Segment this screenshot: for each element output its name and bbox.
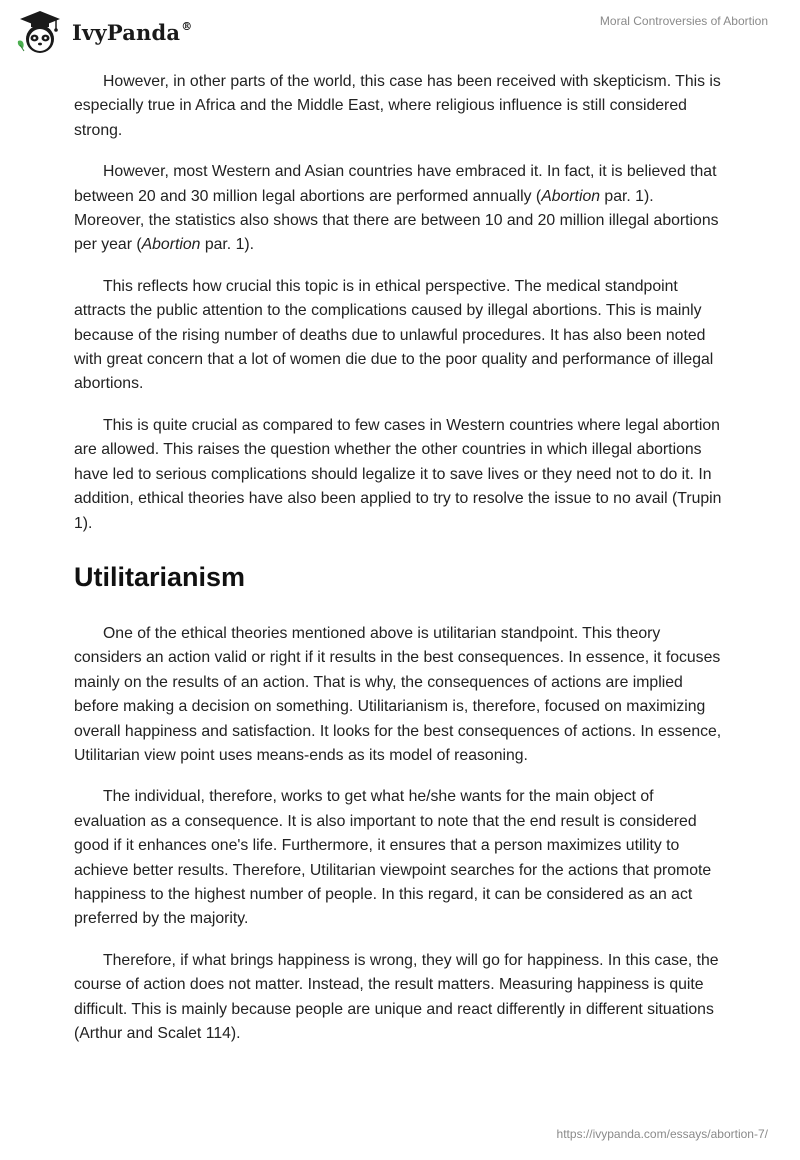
paragraph-text: par. 1). <box>200 236 255 254</box>
page-header <box>0 0 800 60</box>
paragraph-text: par. 1). Moreover, the statistics also shows that there are between 10 and 20 million illegal abortions per year ( <box>74 187 719 254</box>
panda-graduate-icon <box>14 9 66 55</box>
body-paragraph <box>74 70 726 143</box>
body-paragraph <box>74 414 726 536</box>
document-title: Moral Controversies of Abortion <box>599 14 768 28</box>
body-paragraph <box>74 275 726 397</box>
essay-content <box>74 70 726 1063</box>
paragraph-text: Therefore, if what brings happiness is wrong, they will go for happiness. In this case, the course of action does not matter. Instead, the result matters. Measuring happiness is quite difficult. This is mainly because people are unique and react differently in different situations (Arthur and Scalet 114). <box>74 951 719 1042</box>
source-url[interactable]: https://ivypanda.com/essays/abortion-7/ <box>556 1127 768 1141</box>
ivypanda-logo[interactable] <box>14 9 192 55</box>
intro-paragraphs <box>74 70 726 536</box>
paragraph-text: However, in other parts of the world, this case has been received with skepticism. This is especially true in Africa and the Middle East, where religious influence is still considered strong. <box>74 73 721 139</box>
registered-mark: ® <box>181 19 193 33</box>
italic-citation: Abortion <box>141 236 201 254</box>
paragraph-text: This is quite crucial as compared to few cases in Western countries where legal abortion are allowed. This raises the question whether the other countries in which illegal abortions have led to serious complications should legalize it to save lives or they need not to do it. In addition, ethical theories have also been applied to try to resolve the issue to no avail (Trupin 1). <box>74 416 722 532</box>
paragraph-text: This reflects how crucial this topic is in ethical perspective. The medical standpoint attracts the public attention to the complications caused by illegal abortions. This is mainly because of the rising number of deaths due to unlawful procedures. It has also been noted with great concern that a lot of women die due to the poor quality and performance of illegal abortions. <box>74 277 714 393</box>
body-paragraph <box>74 160 726 258</box>
paragraph-text: One of the ethical theories mentioned above is utilitarian standpoint. This theory considers an action valid or right if it results in the best consequences. In essence, it focuses mainly on the results of an action. That is why, the consequences of actions are implied before making a decision on something. Utilitarianism is, therefore, focused on maximizing overall happiness and satisfaction. It looks for the best consequences of actions. In essence, Utilitarian view point uses means-ends as its model of reasoning. <box>74 624 722 764</box>
section-paragraphs <box>74 622 726 1047</box>
body-paragraph <box>74 949 726 1047</box>
body-paragraph <box>74 785 726 931</box>
italic-citation: Abortion <box>541 187 601 205</box>
body-paragraph <box>74 622 726 768</box>
paragraph-text: However, most Western and Asian countries have embraced it. In fact, it is believed that between 20 and 30 million legal abortions are performed annually ( <box>74 163 717 205</box>
logo-text: IvyPanda® <box>72 19 193 45</box>
section-heading: Utilitarianism <box>74 561 246 592</box>
paragraph-text: The individual, therefore, works to get what he/she wants for the main object of evaluation as a consequence. It is also important to note that the end result is considered good if it enhances one's life. Furthermore, it ensures that a person maximizes utility to achieve better results. Therefore, Utilitarian viewpoint searches for the actions that promote happiness to the highest number of people. In this regard, it can be considered as an act preferred by the majority. <box>74 788 712 928</box>
